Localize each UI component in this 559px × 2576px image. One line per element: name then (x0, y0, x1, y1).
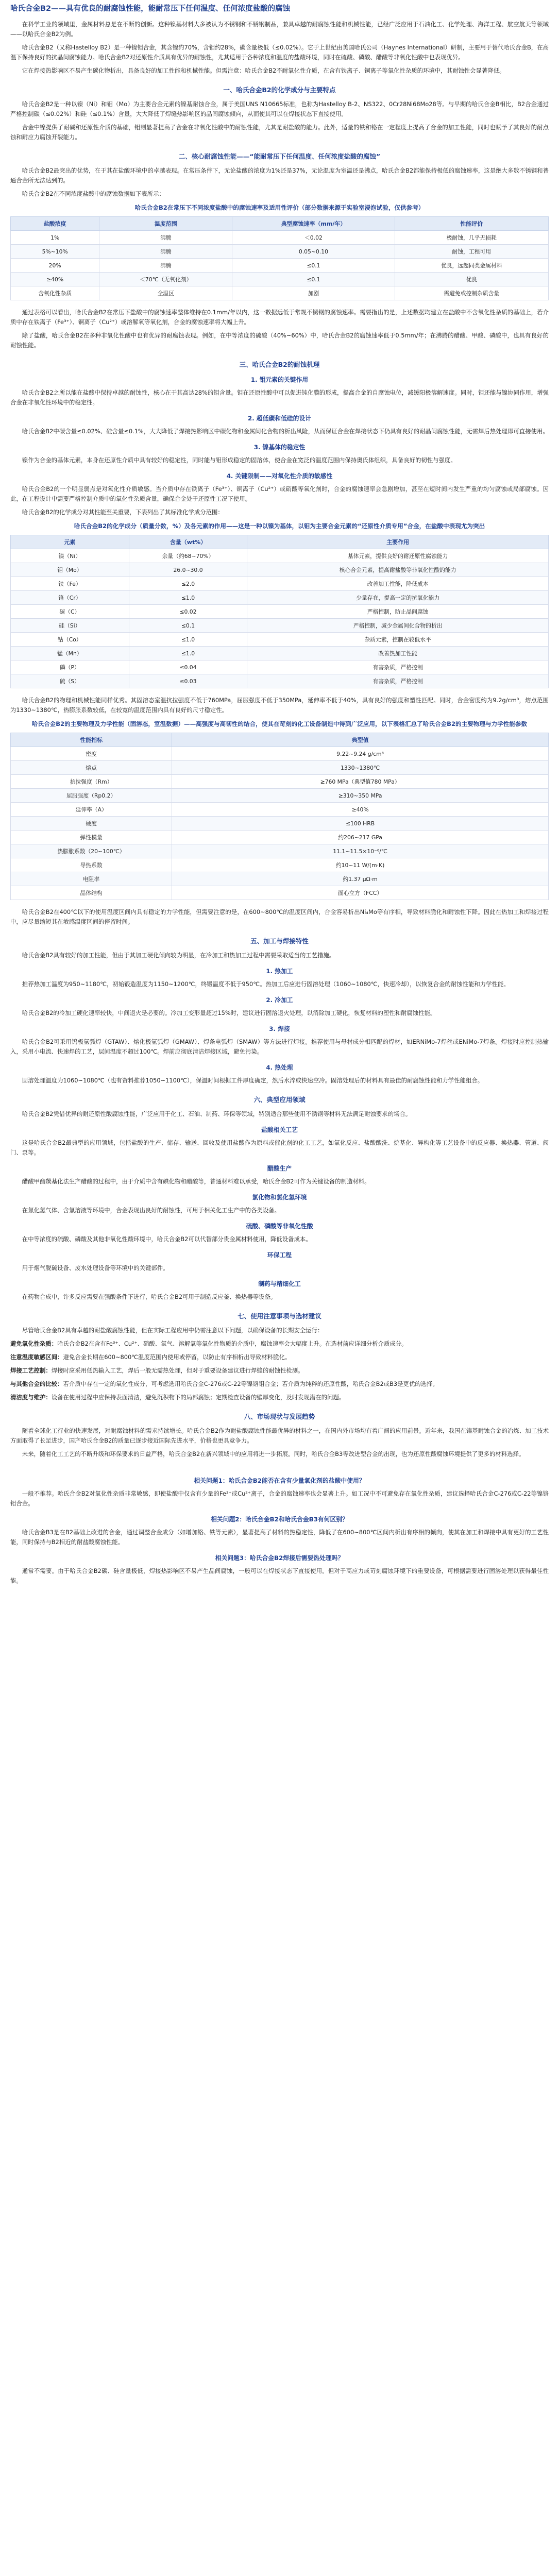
section-heading: 一、哈氏合金B2的化学成分与主要特点 (223, 86, 336, 94)
table-cell: ≥40% (11, 273, 99, 286)
table-cell: ≥310~350 MPa (172, 789, 549, 803)
application-title: 氯化物和氯化氢环境 (252, 1194, 307, 1201)
table-cell: ≤1.0 (129, 647, 247, 660)
subsection-heading: 1. 钼元素的关键作用 (250, 376, 309, 383)
table-cell: 含氧化性杂质 (11, 286, 99, 300)
subsection-heading: 3. 焊接 (269, 1025, 290, 1032)
table-cell: 少量存在，提高一定的抗氧化能力 (247, 591, 549, 605)
article (10, 3, 549, 1586)
subsection-heading: 1. 热加工 (266, 968, 293, 975)
table-cell: 铁（Fe） (11, 577, 129, 591)
application-title: 醋酸生产 (267, 1165, 292, 1172)
table-cell: ＜70℃（无氧化剂） (99, 273, 232, 286)
table-cell: ≤0.04 (129, 660, 247, 674)
table-header: 盐酸浓度 (11, 217, 99, 231)
table-cell: 1330~1380℃ (172, 761, 549, 775)
application-text: 在药物合成中，许多反应需要在强酸条件下进行，哈氏合金B2可用于制造反应釜、换热器等设备。 (22, 1293, 277, 1300)
section-heading: 七、使用注意事项与选材建议 (238, 1312, 321, 1320)
table-row (11, 619, 549, 633)
table-caption: 哈氏合金B2的主要物理及力学性能（固溶态，室温数据）——高强度与高韧性的结合，使其在苛刻的化工设备制造中得到广泛应用，以下表格汇总了哈氏合金B2的主要物理与力学性能参数 (31, 720, 528, 727)
table-cell: 镍（Ni） (11, 549, 129, 563)
table-cell: 铬（Cr） (11, 591, 129, 605)
subsection-heading: 2. 超低碳和低硅的设计 (248, 415, 311, 422)
intro-paragraph: 哈氏合金B2（又称Hastelloy B2）是一种镍钼合金，其含镍约70%，含钼约28%，碳含量极低（≤0.02%）。它于上世纪由美国哈氏公司（Haynes International）研制，主要用于替代哈氏合金B，在高温下保持良好的抗晶间腐蚀能力。哈氏合金B2对还原性介质具有优异的耐蚀性，尤其适用于各种浓度和温度的盐酸环境，同时在硫酸、磷酸、醋酸等非氧化性酸中也表现优异。 (10, 44, 549, 61)
advice-text: 哈氏合金B2在含有Fe³⁺、Cu²⁺、硝酸、氯气、溶解氧等氧化性物质的介质中，腐蚀速率会大幅度上升。在选材前应详细分析介质成分。 (57, 1340, 408, 1347)
paragraph: 通过表格可以看出，哈氏合金B2在常压下盐酸中的腐蚀速率整体维持在0.1mm/年以内，这一数据远低于常规不锈钢的腐蚀速率。需要指出的是，上述数据均建立在盐酸中不含氧化性杂质的基础上，若介质中存在铁离子（Fe³⁺）、铜离子（Cu²⁺）或溶解氧等氧化剂，合金的腐蚀速率将大幅上升。 (10, 309, 549, 326)
table-cell: 需避免或控制杂质含量 (395, 286, 548, 300)
paragraph: 哈氏合金B2在400℃以下的使用温度区间内具有稳定的力学性能，但需要注意的是，在600~800℃的温度区间内，合金容易析出Ni₄Mo等有序相，导致材料脆化和耐蚀性下降。因此在热加工和焊接过程中，应尽量缩短其在敏感温度区间的停留时间。 (10, 908, 549, 925)
table-cell: 面心立方（FCC） (172, 886, 549, 900)
advice-item (10, 1339, 549, 1349)
table-caption: 哈氏合金B2的化学成分（质量分数，%）及各元素的作用——这是一种以镍为基体，以钼为主要合金元素的“还原性介质专用”合金，在盐酸中表现尤为突出 (74, 522, 485, 530)
table-cell: 沸腾 (99, 259, 232, 273)
table-cell: 20% (11, 259, 99, 273)
paragraph: 哈氏合金B2中碳含量≤0.02%、硅含量≤0.1%，大大降低了焊接热影响区中碳化物和金属间化合物的析出风险，从而保证合金在焊接状态下仍具有良好的耐晶间腐蚀性能，无需焊后热处理即可直接使用。 (22, 428, 549, 435)
table-cell: 弹性模量 (11, 831, 172, 844)
faq-question: 相关问题3：哈氏合金B2焊接后需要热处理吗？ (215, 1554, 344, 1562)
section-heading: 八、市场现状与发展趋势 (244, 1413, 315, 1420)
table-cell: 严格控制，减少金属间化合物的析出 (247, 619, 549, 633)
table-cell: ≥760 MPa（典型值780 MPa） (172, 775, 549, 789)
table-row (11, 563, 549, 577)
table-row (11, 577, 549, 591)
paragraph: 哈氏合金B2的冷加工硬化速率较快，中间退火是必要的。冷加工变形量超过15%时，建议进行固溶退火处理，以消除加工硬化，恢复材料的塑性和耐腐蚀性能。 (22, 1009, 436, 1016)
paragraph: 哈氏合金B2可采用钨极氩弧焊（GTAW）、熔化极氩弧焊（GMAW）、焊条电弧焊（SMAW）等方法进行焊接。推荐使用与母材成分相匹配的焊材，如ERNiMo-7焊丝或ENiMo-7焊条。焊接时应控制热输入，采用小电流、快速焊的工艺，层间温度不超过100℃。焊前应彻底清洁焊接区域，避免污染。 (10, 1038, 549, 1055)
table-row (11, 775, 549, 789)
table-cell: 电阻率 (11, 872, 172, 886)
paragraph: 未来，随着化工工艺的不断升级和环保要求的日益严格，哈氏合金B2在新兴领域中的应用将进一步拓展。同时，哈氏合金B3等改进型合金的出现，也为还原性酸腐蚀环境提供了更多的材料选择。 (22, 1450, 525, 1458)
paragraph: 随着全球化工行业的快速发展，对耐腐蚀材料的需求持续增长。哈氏合金B2作为耐盐酸腐蚀性能最优异的材料之一，在国内外市场均有着广阔的应用前景。近年来，我国在镍基耐蚀合金的冶炼、加工技术方面取得了长足进步，国产哈氏合金B2的质量已逐步接近国际先进水平，价格也更具竞争力。 (10, 1427, 549, 1444)
table-header: 含量（wt%） (129, 535, 247, 549)
faq-question: 相关问题2：哈氏合金B2和哈氏合金B3有何区别？ (211, 1516, 348, 1523)
paragraph: 哈氏合金B2的化学成分对其性能至关重要，下表列出了其标准化学成分范围： (22, 509, 224, 516)
table-cell: 26.0~30.0 (129, 563, 247, 577)
table-cell: 5%~10% (11, 245, 99, 259)
table-row (11, 803, 549, 817)
paragraph: 固溶处理温度为1060~1080℃（也有资料推荐1050~1100℃），保温时间根据工件厚度确定，然后水淬或快速空冷。固溶处理后的材料具有最佳的耐腐蚀性能和力学性能组合。 (22, 1077, 484, 1084)
table-cell: 约206~217 GPa (172, 831, 549, 844)
table-cell: 1% (11, 231, 99, 245)
table-caption: 哈氏合金B2在常压下不同浓度盐酸中的腐蚀速率及适用性评价（部分数据来源于实验室浸泡试验，仅供参考） (134, 204, 425, 211)
table-cell: 优良，远超同类金属材料 (395, 259, 548, 273)
table-cell: 锰（Mn） (11, 647, 129, 660)
table-cell: 有害杂质，严格控制 (247, 674, 549, 688)
table-cell: ＜0.02 (232, 231, 395, 245)
paragraph: 镍作为合金的基体元素，本身在还原性介质中具有较好的稳定性，同时能与钼形成稳定的固溶体，使合金在宽泛的温度范围内保持奥氏体组织，具备良好的韧性与强度。 (22, 456, 456, 464)
table-cell: 基体元素，提供良好的耐还原性腐蚀能力 (247, 549, 549, 563)
table-cell: ≤0.02 (129, 605, 247, 619)
faq-question: 相关问题1：哈氏合金B2能否在含有少量氧化剂的盐酸中使用？ (194, 1477, 365, 1484)
table-cell: 极耐蚀，几乎无损耗 (395, 231, 548, 245)
section-heading: 六、典型应用领域 (253, 1096, 306, 1104)
table-cell: 碳（C） (11, 605, 129, 619)
table-row (11, 674, 549, 688)
paragraph: 除了盐酸，哈氏合金B2在多种非氧化性酸中也有优异的耐腐蚀表现。例如，在中等浓度的硫酸（40%~60%）中，哈氏合金B2的腐蚀速率低于0.5mm/年；在沸腾的醋酸、甲酸、磷酸中，也具有良好的耐蚀性能。 (10, 332, 549, 349)
section-heading: 二、核心耐腐蚀性能——“能耐常压下任何温度、任何浓度盐酸的腐蚀” (178, 152, 381, 160)
advice-title: 避免氧化性杂质： (10, 1340, 58, 1347)
table-cell: ≤0.03 (129, 674, 247, 688)
table-cell: 9.22~9.24 g/cm³ (172, 747, 549, 761)
table-row (11, 844, 549, 858)
paragraph: 推荐热加工温度为950~1180℃，初始锻造温度为1150~1200℃，终锻温度不低于950℃。热加工后应进行固溶处理（1060~1080℃，快速冷却），以恢复合金的耐蚀性能和力学性能。 (22, 980, 510, 988)
table-cell: 约1.37 μΩ·m (172, 872, 549, 886)
paragraph: 合金中镍提供了耐碱和还原性介质的基础，钼则显著提高了合金在非氧化性酸中的耐蚀性能，尤其是耐盐酸的能力。此外，适量的铁和铬在一定程度上提高了合金的加工性能，同时也赋予了其良好的耐点蚀和耐应力腐蚀开裂能力。 (10, 124, 549, 141)
table-cell: 磷（P） (11, 660, 129, 674)
table-row (11, 605, 549, 619)
table-row (11, 286, 549, 300)
paragraph: 哈氏合金B2的物理和机械性能同样优秀。其固溶态室温抗拉强度不低于760MPa，屈服强度不低于350MPa，延伸率不低于40%，具有良好的强度和塑性匹配。同时，合金密度约为9.2g/cm³，熔点范围为1330~1380℃，热膨胀系数较低，在较宽的温度范围内具有良好的尺寸稳定性。 (10, 697, 549, 714)
table-cell: 抗拉强度（Rm） (11, 775, 172, 789)
table-cell: ≤2.0 (129, 577, 247, 591)
application-title: 硫酸、磷酸等非氧化性酸 (246, 1223, 313, 1230)
table-row (11, 747, 549, 761)
table-row (11, 647, 549, 660)
table-cell: 硅（Si） (11, 619, 129, 633)
application-text: 在中等浓度的硫酸、磷酸及其他非氧化性酸环境中，哈氏合金B2可以代替部分贵金属材料使用，降低设备成本。 (22, 1235, 312, 1243)
table-cell: 晶体结构 (11, 886, 172, 900)
paragraph: 哈氏合金B2在不同浓度盐酸中的腐蚀数据如下表所示： (22, 190, 165, 197)
table-row (11, 789, 549, 803)
table-header: 元素 (11, 535, 129, 549)
table-cell: 优良 (395, 273, 548, 286)
table-header: 温度范围 (99, 217, 232, 231)
advice-title: 注意温度敏感区间： (10, 1353, 63, 1361)
table-cell: 沸腾 (99, 231, 232, 245)
advice-text: 避免合金长期在600~800℃温度范围内使用或停留，以防止有序相析出导致材料脆化。 (63, 1353, 291, 1361)
subsection-heading: 2. 冷加工 (266, 996, 293, 1004)
advice-text: 若介质中存在一定的氧化性成分，可考虑选用哈氏合金C-276或C-22等镍铬钼合金；若介质为纯粹的还原性酸，哈氏合金B2或B3是更优的选择。 (63, 1380, 438, 1387)
table-header: 典型值 (172, 733, 549, 747)
table-cell: 改善加工性能，降低成本 (247, 577, 549, 591)
table-cell: 熔点 (11, 761, 172, 775)
paragraph: 哈氏合金B2是一种以镍（Ni）和钼（Mo）为主要合金元素的镍基耐蚀合金，属于美国UNS N10665标准，也称为Hastelloy B-2、NS322、0Cr28Ni68Mo28等。与早期的哈氏合金B相比，B2合金通过严格控制碳（≤0.02%）和硅（≤0.1%）含量，大大降低了焊缝热影响区的晶间腐蚀倾向，从而使其可以在焊接状态下直接使用。 (10, 100, 549, 117)
advice-item (10, 1393, 549, 1402)
table-cell: 密度 (11, 747, 172, 761)
table-cell: 核心合金元素，提高耐盐酸等非氧化性酸的能力 (247, 563, 549, 577)
table-cell: 余量（约68~70%） (129, 549, 247, 563)
paragraph: 尽管哈氏合金B2具有卓越的耐盐酸腐蚀性能，但在实际工程应用中仍需注意以下问题，以确保设备的长期安全运行： (22, 1327, 324, 1334)
table-cell: 导热系数 (11, 858, 172, 872)
table-row (11, 245, 549, 259)
table-header: 典型腐蚀速率（mm/年） (232, 217, 395, 231)
subsection-heading: 4. 热处理 (266, 1064, 293, 1071)
table-cell: ≤0.1 (232, 259, 395, 273)
table-row (11, 858, 549, 872)
advice-item (10, 1366, 549, 1376)
paragraph: 哈氏合金B2凭借优异的耐还原性酸腐蚀性能，广泛应用于化工、石油、制药、环保等领域，特别适合那些使用不锈钢等材料无法满足耐蚀要求的场合。 (22, 1110, 412, 1117)
application-title: 制药与精细化工 (258, 1280, 301, 1287)
table-cell: 全温区 (99, 286, 232, 300)
advice-text: 焊接时应采用低热输入工艺，焊后一般无需热处理，但对于重要设备建议进行焊缝的耐蚀性检测。 (51, 1367, 304, 1374)
properties-table (10, 733, 549, 900)
table-row (11, 831, 549, 844)
table-row (11, 817, 549, 831)
table-row (11, 549, 549, 563)
table-cell: 加剧 (232, 286, 395, 300)
table-cell: 改善热加工性能 (247, 647, 549, 660)
application-text: 用于烟气脱硫设备、废水处理设备等环境中的关键部件。 (22, 1264, 169, 1272)
advice-item (10, 1379, 549, 1389)
table-row (11, 231, 549, 245)
table-cell: 杂质元素，控制在较低水平 (247, 633, 549, 647)
table-cell: ≤0.1 (232, 273, 395, 286)
table-cell: 延伸率（A） (11, 803, 172, 817)
table-cell: 钼（Mo） (11, 563, 129, 577)
table-row (11, 886, 549, 900)
table-cell: ≤0.1 (129, 619, 247, 633)
table-row (11, 273, 549, 286)
table-cell: ≥40% (172, 803, 549, 817)
subsection-heading: 3. 镍基体的稳定性 (253, 444, 306, 451)
table-cell: 0.05~0.10 (232, 245, 395, 259)
paragraph: 哈氏合金B2之所以能在盐酸中保持卓越的耐蚀性，核心在于其高达28%的钼含量。钼在还原性酸中可以促进钝化膜的形成，提高合金的自腐蚀电位，减缓阳极溶解速度。同时，钼还能与镍协同作用，增强合金在非氧化性环境中的稳定性。 (10, 389, 549, 406)
application-text: 在氯化氢气体、含氯溶液等环境中，合金表现出良好的耐蚀性，可用于相关化工生产中的各类设备。 (22, 1207, 280, 1214)
paragraph: 哈氏合金B2最突出的优势，在于其在盐酸环境中的卓越表现。在常压条件下，无论盐酸的浓度为1%还是37%，无论温度为室温还是沸点，哈氏合金B2都能保持极低的腐蚀速率，这是绝大多数不锈钢和普通合金所无法达到的。 (10, 167, 549, 184)
table-cell: 约10~11 W/(m·K) (172, 858, 549, 872)
application-title: 盐酸相关工艺 (261, 1126, 298, 1133)
table-row (11, 591, 549, 605)
table-header: 性能指标 (11, 733, 172, 747)
subsection-heading: 4. 关键限制——对氧化性介质的敏感性 (226, 472, 333, 480)
application-title: 环保工程 (267, 1251, 292, 1259)
advice-title: 焊接工艺控制： (10, 1367, 52, 1374)
table-cell: 11.1~11.5×10⁻⁶/℃ (172, 844, 549, 858)
table-row (11, 633, 549, 647)
table-cell: 沸腾 (99, 245, 232, 259)
table-cell: 严格控制，防止晶间腐蚀 (247, 605, 549, 619)
composition-table (10, 535, 549, 688)
intro-paragraph: 在科学工业的领域里，金属材料总是在不断的创新。这种镍基材料大多被认为不锈钢和不锈钢制品，兼具卓越的耐腐蚀性能和机械性能，已经广泛应用于石油化工、化学处理、海洋工程、航空航天等领域——以哈氏合金B2为例。 (10, 21, 549, 38)
table-cell: ≤100 HRB (172, 817, 549, 831)
table-row (11, 761, 549, 775)
advice-item (10, 1352, 549, 1362)
table-row (11, 872, 549, 886)
faq-answer: 哈氏合金B3是在B2基础上改进的合金，通过调整合金成分（如增加铬、铁等元素），显著提高了材料的热稳定性，降低了在600~800℃区间内析出有序相的倾向，使其在加工和焊接中具有更好的工艺性能，同时保持与B2相近的耐盐酸腐蚀性能。 (10, 1529, 549, 1546)
hcl-corrosion-table (10, 216, 549, 300)
article-title: 哈氏合金B2——具有优良的耐腐蚀性能，能耐常压下任何温度、任何浓度盐酸的腐蚀 (10, 5, 291, 13)
faq-answer: 一般不推荐。哈氏合金B2对氧化性杂质非常敏感，即使盐酸中仅含有少量的Fe³⁺或Cu²⁺离子，合金的腐蚀速率也会显著上升。如工况中不可避免存在氧化性杂质，建议选择哈氏合金C-276或C-22等镍铬钼合金。 (10, 1490, 549, 1507)
intro-paragraph: 它在焊接热影响区不易产生碳化物析出，具备良好的加工性能和机械性能。但需注意：哈氏合金B2不耐氧化性介质，在含有铁离子、铜离子等氧化性杂质的环境中，其耐蚀性会显著降低。 (22, 67, 505, 74)
table-cell: 硬度 (11, 817, 172, 831)
application-text: 这是哈氏合金B2最典型的应用领域，包括盐酸的生产、储存、输送、回收及使用盐酸作为原料或催化剂的化工工艺，如氯化反应、盐酸酸洗、烷基化、异构化等工艺设备中的反应器、换热器、管道、阀门、泵等。 (10, 1139, 549, 1156)
table-header: 主要作用 (247, 535, 549, 549)
table-row (11, 660, 549, 674)
section-heading: 三、哈氏合金B2的耐蚀机理 (239, 361, 320, 368)
table-cell: 硫（S） (11, 674, 129, 688)
table-row (11, 259, 549, 273)
table-header: 性能评价 (395, 217, 548, 231)
table-cell: 热膨胀系数（20~100℃） (11, 844, 172, 858)
application-text: 醋酸甲酯羰基化法生产醋酸的过程中，由于介质中含有碘化物和醋酸等，普通材料难以承受，哈氏合金B2可作为关键设备的制造材料。 (22, 1178, 370, 1185)
section-heading: 五、加工与焊接特性 (250, 937, 309, 945)
paragraph: 哈氏合金B2具有较好的加工性能，但由于其加工硬化倾向较为明显，在冷加工和热加工过程中需要采取适当的工艺措施。 (22, 952, 335, 959)
advice-title: 清洁度与维护： (10, 1394, 52, 1401)
paragraph: 哈氏合金B2的一个明显弱点是对氧化性介质敏感。当介质中存在铁离子（Fe³⁺）、铜离子（Cu²⁺）或硝酸等氧化剂时，合金的腐蚀速率会急剧增加，甚至在短时间内发生严重的均匀腐蚀或局部腐蚀。因此，在工程设计中需要严格控制介质中的氧化性杂质含量，确保合金处于还原性工况下使用。 (10, 485, 549, 502)
table-cell: ≤1.0 (129, 591, 247, 605)
advice-title: 与其他合金的比较： (10, 1380, 63, 1387)
table-cell: 屈服强度（Rp0.2） (11, 789, 172, 803)
advice-text: 设备在使用过程中应保持表面清洁，避免沉积物下的局部腐蚀；定期检查设备的壁厚变化，及时发现潜在的问题。 (51, 1394, 345, 1401)
faq-answer: 通常不需要。由于哈氏合金B2碳、硅含量极低，焊接热影响区不易产生晶间腐蚀，一般可以在焊接状态下直接使用。但对于高应力或苛刻腐蚀环境下的重要设备，可根据需要进行固溶处理以获得最佳性能。 (10, 1567, 549, 1584)
table-cell: 有害杂质，严格控制 (247, 660, 549, 674)
table-cell: ≤1.0 (129, 633, 247, 647)
table-cell: 钴（Co） (11, 633, 129, 647)
table-cell: 耐蚀，工程可用 (395, 245, 548, 259)
